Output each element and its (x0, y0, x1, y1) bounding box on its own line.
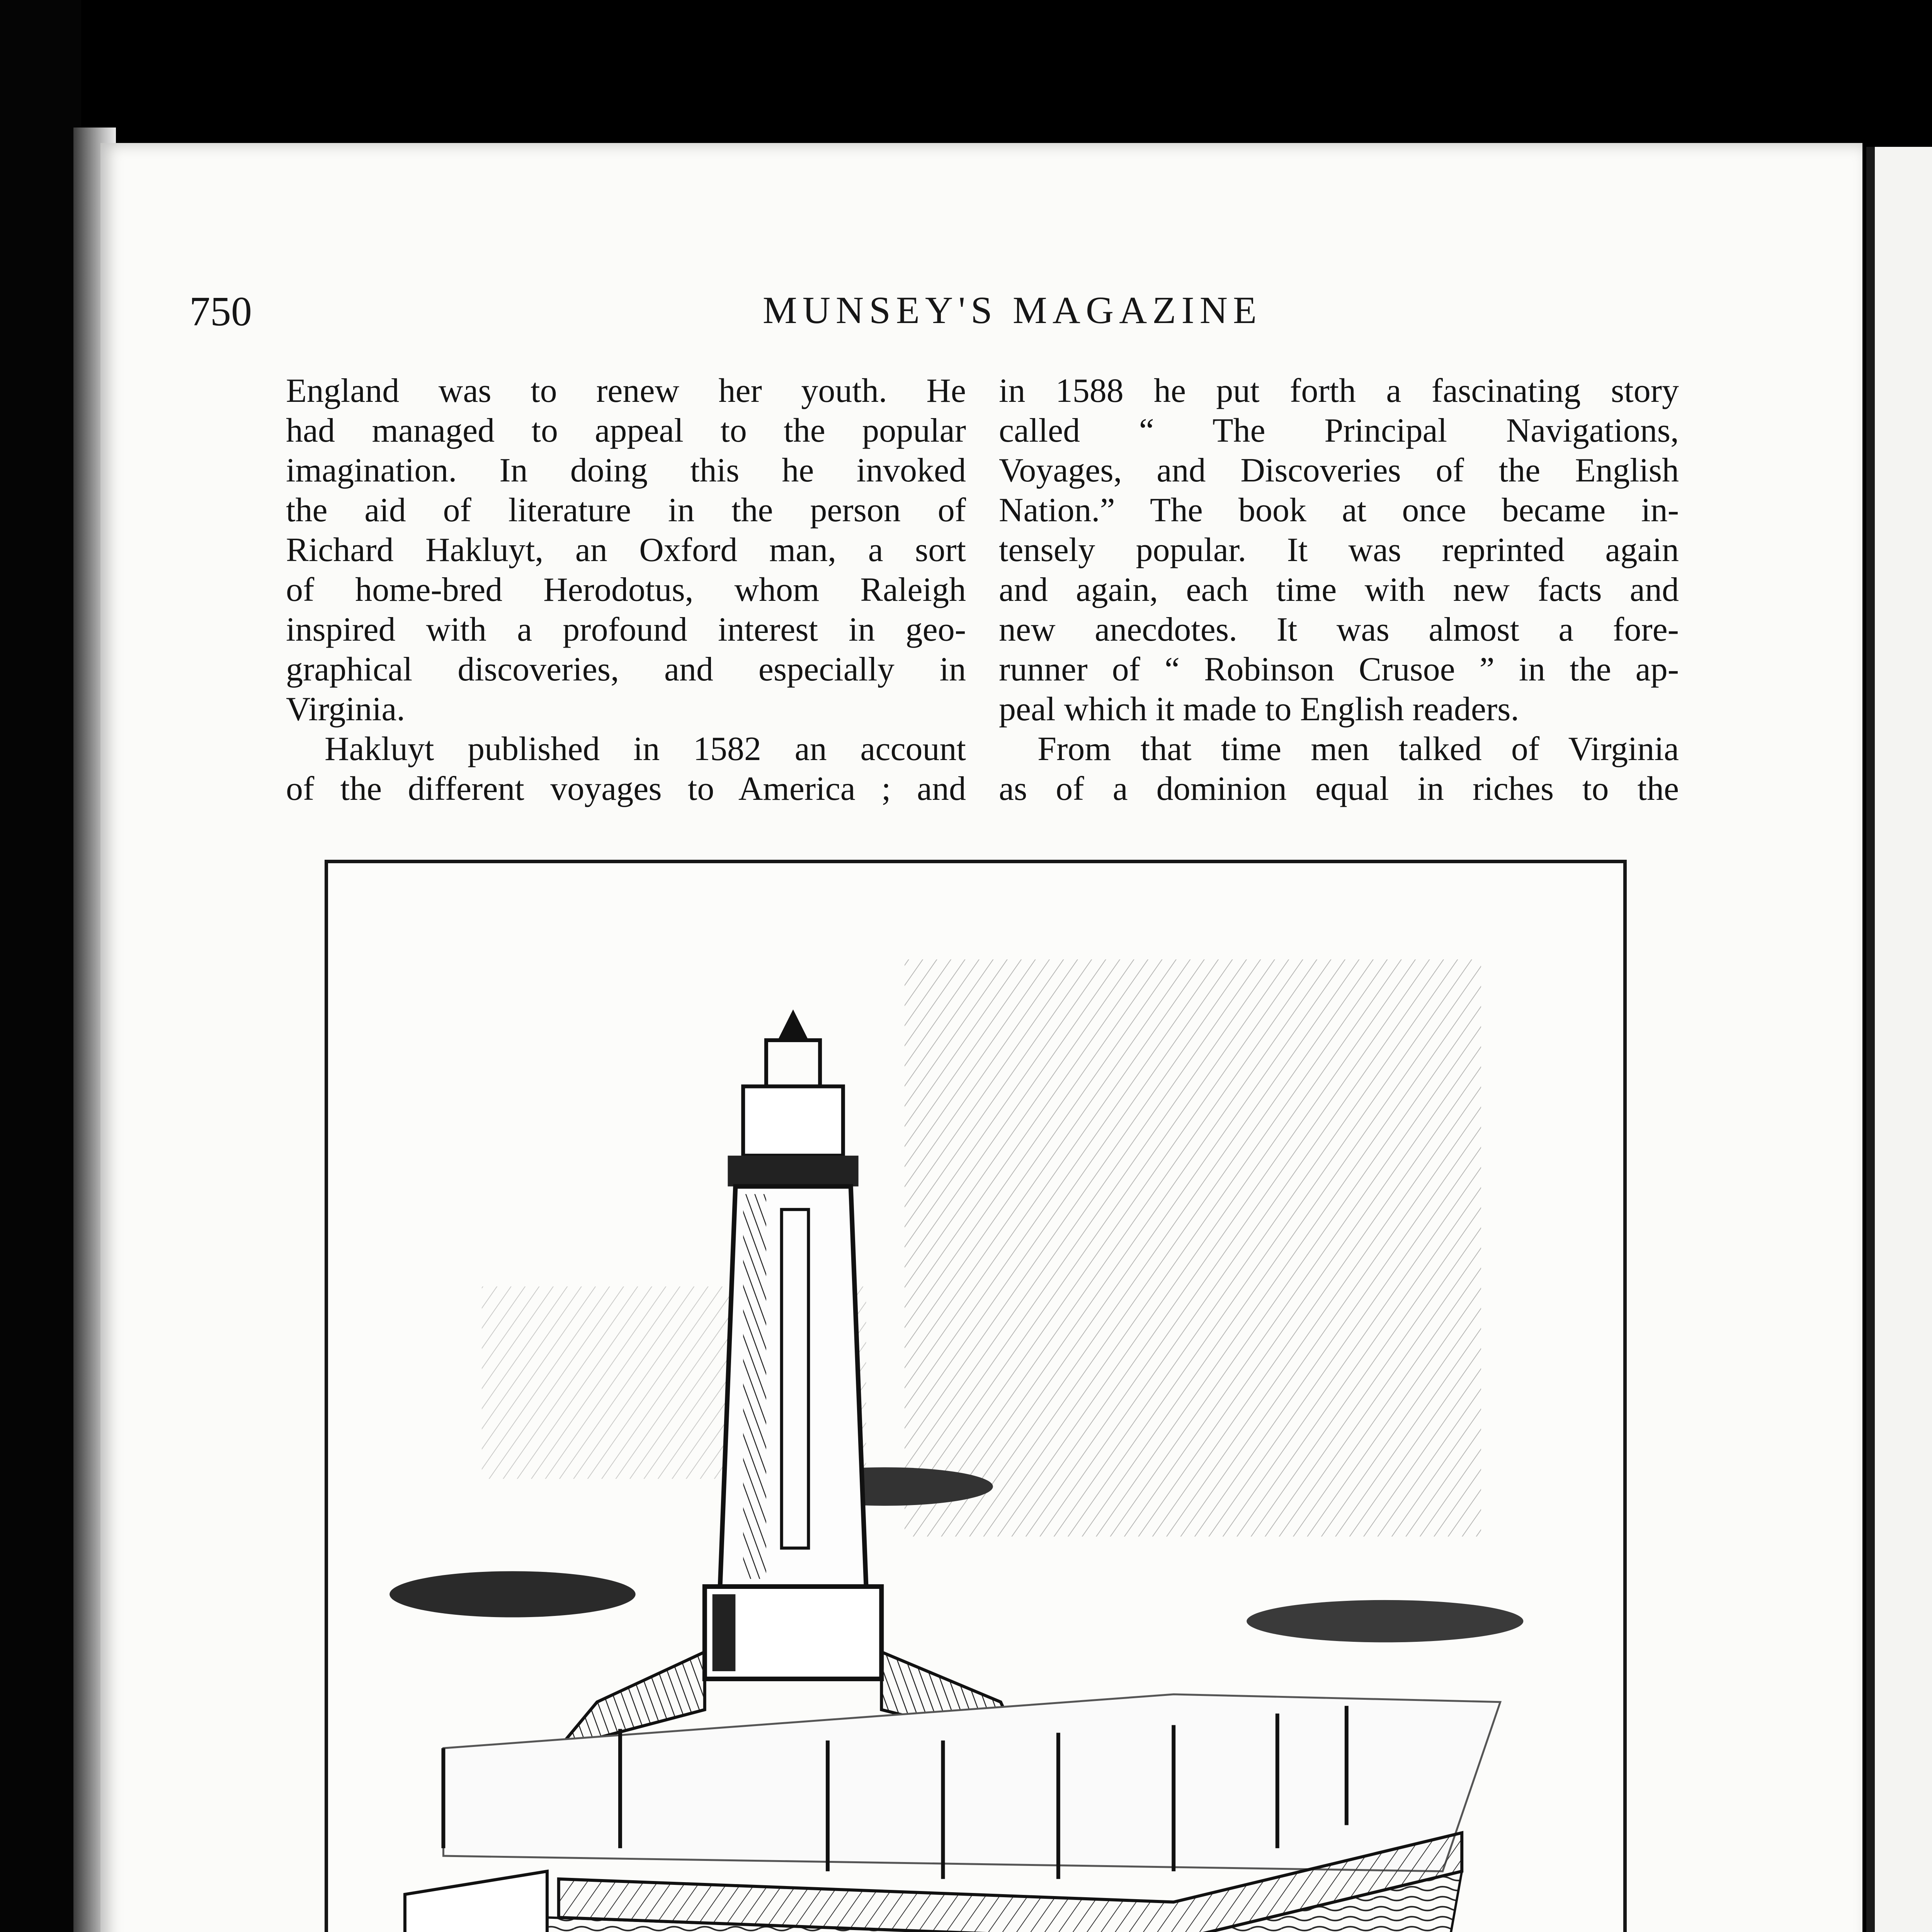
text-line: Richard Hakluyt, an Oxford man, a sort (286, 531, 966, 569)
text-line: imagination. In doing this he invoked (286, 452, 966, 489)
text-line: England was to renew her youth. He (286, 372, 966, 410)
running-head: MUNSEY'S MAGAZINE (762, 289, 1262, 332)
sky-hatching (905, 959, 1481, 1537)
text-line: tensely popular. It was reprinted again (999, 531, 1679, 569)
pen-drawing (328, 863, 1623, 1932)
text-line: inspired with a profound interest in geo- (286, 611, 966, 648)
text-line: the aid of literature in the person of (286, 492, 966, 529)
distant-trees (389, 1571, 636, 1617)
lighthouse-illustration (325, 860, 1627, 1932)
text-line: Nation.” The book at once became in- (999, 492, 1679, 529)
text-line: called “ The Principal Navigations, (999, 412, 1679, 449)
text-line: had managed to appeal to the popular (286, 412, 966, 449)
text-line: Hakluyt published in 1582 an account (325, 730, 966, 768)
text-line: of the different voyages to America ; and (286, 770, 966, 808)
text-line: Virginia. (286, 690, 405, 728)
text-line: runner of “ Robinson Crusoe ” in the ap- (999, 651, 1679, 688)
text-line: peal which it made to English readers. (999, 690, 1519, 728)
page-number: 750 (189, 289, 252, 335)
text-line: new anecdotes. It was almost a fore- (999, 611, 1679, 648)
text-line: and again, each time with new facts and (999, 571, 1679, 609)
text-line: graphical discoveries, and especially in (286, 651, 966, 688)
left-text-column (286, 371, 966, 809)
pier-wall (405, 1871, 547, 1932)
text-line: in 1588 he put forth a fascinating story (999, 372, 1679, 410)
next-page-edge (1866, 147, 1932, 1932)
scan-dark-margin (0, 0, 81, 1932)
tower (705, 1009, 882, 1679)
text-line: From that time men talked of Virginia (1037, 730, 1679, 768)
right-text-column (999, 371, 1679, 809)
text-line: of home-bred Herodotus, whom Raleigh (286, 571, 966, 609)
distant-trees (1247, 1600, 1523, 1643)
text-line: as of a dominion equal in riches to the (999, 770, 1679, 808)
text-line: Voyages, and Discoveries of the English (999, 452, 1679, 489)
